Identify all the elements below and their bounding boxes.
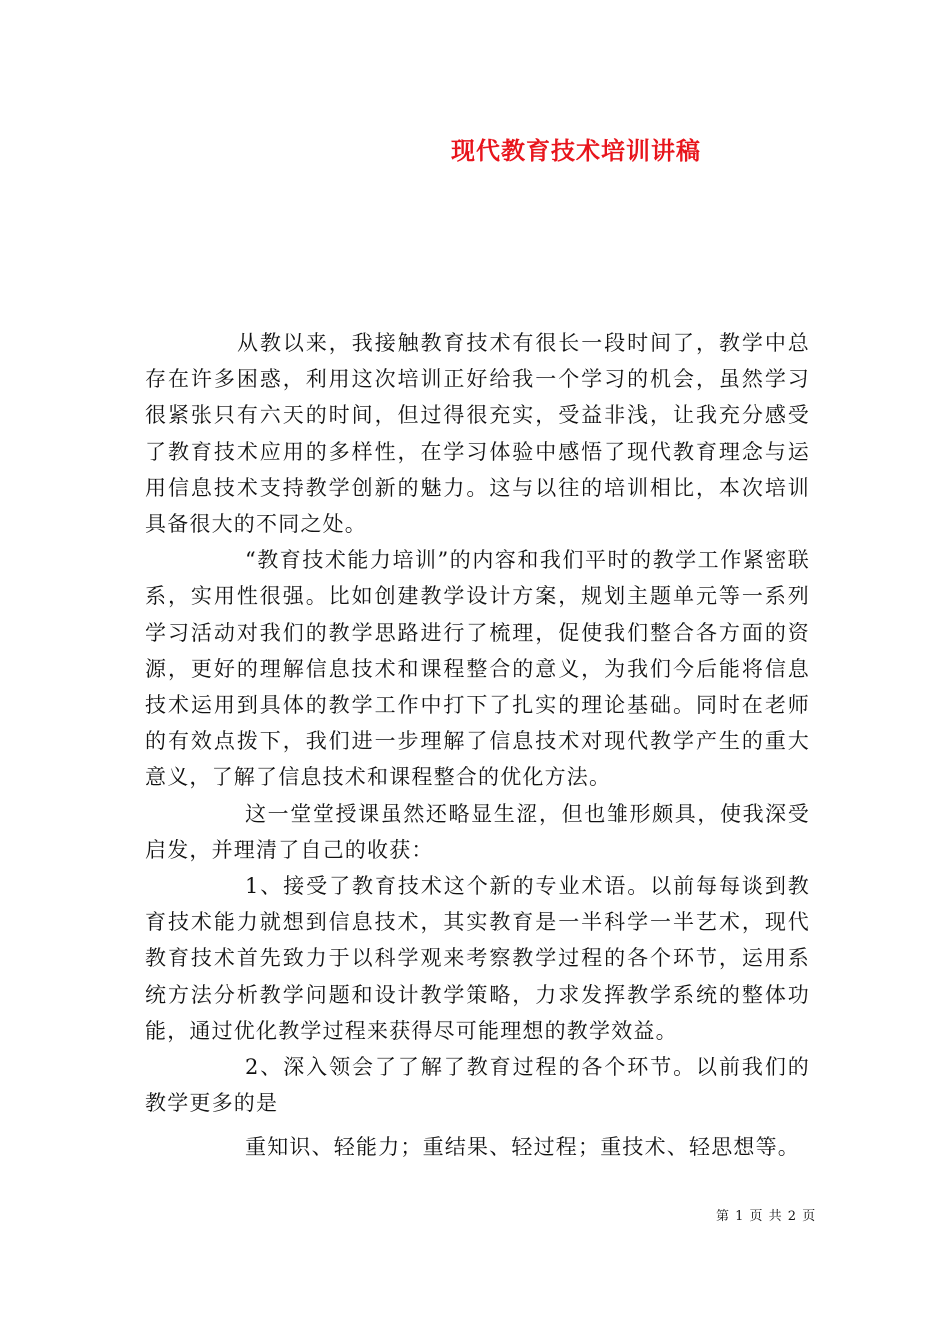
paragraph-point-1: 1、接受了教育技术这个新的专业术语。以前每每谈到教育技术能力就想到信息技术，其实教育是一半科学一半艺术，现代教育技术首先致力于以科学观来考察教学过程的各个环节，运用系统方法分析教学问题和设计教学策略，力求发挥教学系统的整体功能，通过优化教学过程来获得尽可能理想的教学效益。 — [145, 874, 810, 1043]
paragraph-summary-line: 重知识、轻能力；重结果、轻过程；重技术、轻思想等。 — [245, 1135, 800, 1160]
paragraph-training-content: “教育技术能力培训”的内容和我们平时的教学工作紧密联系，实用性很强。比如创建教学设计方案，规划主题单元等一系列学习活动对我们的教学思路进行了梳理，促使我们整合各方面的资源，更好的理解信息技术和课程整合的意义，为我们今后能将信息技术运用到具体的教学工作中打下了扎实的理论基础。同时在老师的有效点拨下，我们进一步理解了信息技术对现代教学产生的重大意义，了解了信息技术和课程整合的优化方法。 — [145, 548, 810, 790]
document-title: 现代教育技术培训讲稿 — [451, 136, 701, 165]
paragraph-intro: 从教以来，我接触教育技术有很长一段时间了，教学中总存在许多困惑，利用这次培训正好给我一个学习的机会，虽然学习很紧张只有六天的时间，但过得很充实，受益非浅，让我充分感受了教育技术应用的多样性，在学习体验中感悟了现代教育理念与运用信息技术支持教学创新的魅力。这与以往的培训相比，本次培训具备很大的不同之处。 — [145, 331, 810, 537]
paragraph-point-2: 2、深入领会了了解了教育过程的各个环节。以前我们的教学更多的是 — [145, 1055, 810, 1116]
document-body — [145, 325, 810, 1166]
page-number: 第 1 页 共 2 页 — [716, 1209, 817, 1224]
paragraph-lessons: 这一堂堂授课虽然还略显生涩，但也雏形颇具，使我深受启发，并理清了自己的收获： — [145, 801, 810, 862]
